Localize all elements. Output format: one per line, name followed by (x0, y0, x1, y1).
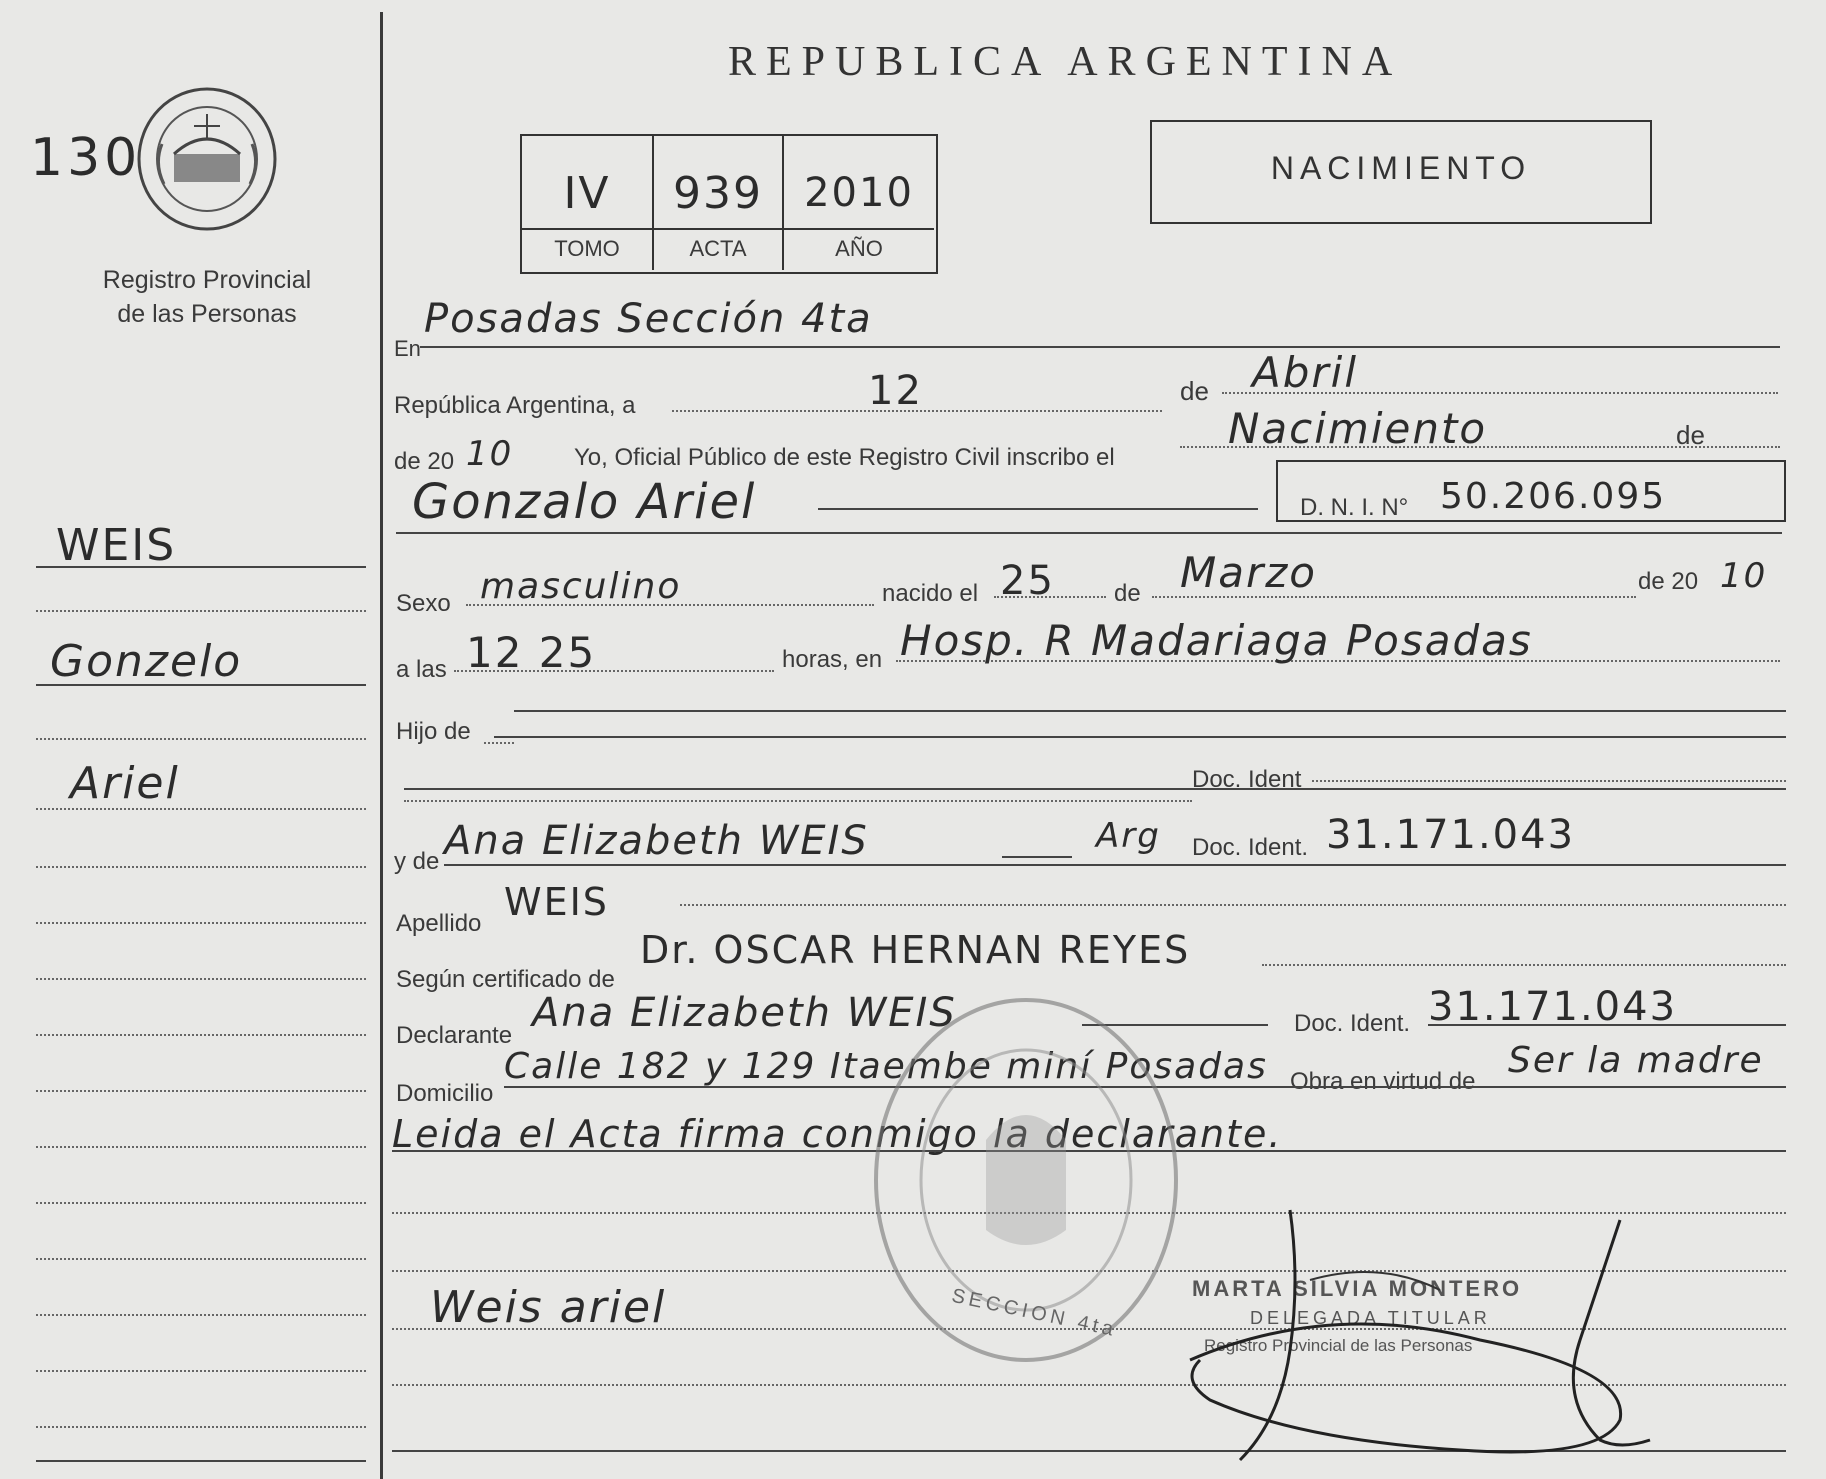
leida-value: Leida el Acta firma conmigo la declarante. (392, 1112, 1283, 1156)
republica-label: República Argentina, a (394, 392, 636, 419)
tomo-label: TOMO (554, 236, 620, 261)
obra-label: Obra en virtud de (1290, 1068, 1476, 1095)
stamp-office: Registro Provincial de las Personas (1204, 1336, 1473, 1355)
de-label-1: de (1180, 376, 1209, 406)
registry-line-1: Registro Provincial (102, 266, 312, 294)
page-number: 130 (30, 128, 142, 188)
margin-divider (380, 12, 383, 1479)
yde-label: y de (394, 848, 440, 875)
nacido-label: nacido el (882, 580, 979, 607)
mes-value: Abril (1252, 348, 1358, 397)
declarante-value: Ana Elizabeth WEIS (532, 990, 957, 1036)
nac-dia-value: 25 (1000, 558, 1055, 604)
declarante-label: Declarante (396, 1022, 513, 1049)
anio-label: AÑO (835, 236, 883, 261)
apellido-label: Apellido (396, 910, 482, 937)
official-signature-icon (1180, 1200, 1700, 1470)
madre-doc-value: 31.171.043 (1326, 812, 1576, 858)
acta-label: ACTA (689, 236, 747, 261)
nac-mes-value: Marzo (1180, 548, 1317, 597)
nac-anio-value: 10 (1720, 556, 1768, 596)
docident-label-1: Doc. Ident (1192, 766, 1302, 793)
en-value: Posadas Sección 4ta (424, 296, 873, 342)
sexo-value: masculino (480, 566, 682, 607)
obra-value: Ser la madre (1508, 1040, 1764, 1081)
de20-label: de 20 (394, 448, 455, 475)
anio-value-form: 10 (466, 434, 514, 474)
registry-line-2: de las Personas (117, 300, 297, 328)
margin-first-name: Gonzelo (50, 636, 243, 687)
docident-label-3: Doc. Ident. (1294, 1010, 1411, 1037)
signature-note: Weis ariel (430, 1282, 667, 1333)
dia-value: 12 (868, 368, 923, 414)
segun-label: Según certificado de (396, 966, 615, 993)
doc-type: NACIMIENTO (1270, 149, 1532, 186)
sexo-label: Sexo (396, 590, 451, 617)
de-label-3: de (1114, 580, 1141, 607)
provincial-seal-icon (134, 84, 280, 234)
horas-label: horas, en (782, 646, 883, 673)
domicilio-label: Domicilio (396, 1080, 494, 1107)
anio-value: 2010 (804, 170, 914, 216)
tomo-value: IV (563, 167, 611, 219)
de20-label-2: de 20 (1638, 568, 1699, 595)
dni-label: D. N. I. N° (1300, 494, 1409, 521)
hijo-label: Hijo de (396, 718, 471, 745)
madre-value: Ana Elizabeth WEIS (444, 818, 869, 864)
declarante-doc-value: 31.171.043 (1428, 984, 1678, 1030)
domicilio-value: Calle 182 y 129 Itaembe miní Posadas (504, 1046, 1268, 1087)
certificado-value: Dr. OSCAR HERNAN REYES (640, 928, 1191, 972)
hora-value: 12 25 (466, 628, 597, 677)
acta-value: 939 (673, 167, 763, 219)
stamp-name: MARTA SILVIA MONTERO (1192, 1276, 1523, 1301)
de-label-2: de (1676, 420, 1705, 450)
country-title: REPUBLICA ARGENTINA (728, 39, 1403, 85)
apellido-value: WEIS (504, 880, 609, 924)
alas-label: a las (396, 656, 447, 683)
margin-surname: WEIS (56, 520, 177, 571)
nombre-value: Gonzalo Ariel (412, 474, 757, 530)
margin-second-name: Ariel (70, 758, 180, 809)
inscribe-value: Nacimiento (1228, 404, 1488, 453)
lugar-value: Hosp. R Madariaga Posadas (900, 616, 1533, 665)
seal-inner-text: SECCION 4ta (949, 1284, 1120, 1342)
en-label: En (394, 336, 421, 361)
madre-nacionalidad: Arg (1096, 816, 1161, 856)
stamp-role: DELEGADA TITULAR (1250, 1308, 1491, 1328)
docident-label-2: Doc. Ident. (1192, 834, 1309, 861)
yo-label: Yo, Oficial Público de este Registro Civil inscribo el (574, 444, 1115, 471)
dni-value: 50.206.095 (1440, 476, 1667, 517)
